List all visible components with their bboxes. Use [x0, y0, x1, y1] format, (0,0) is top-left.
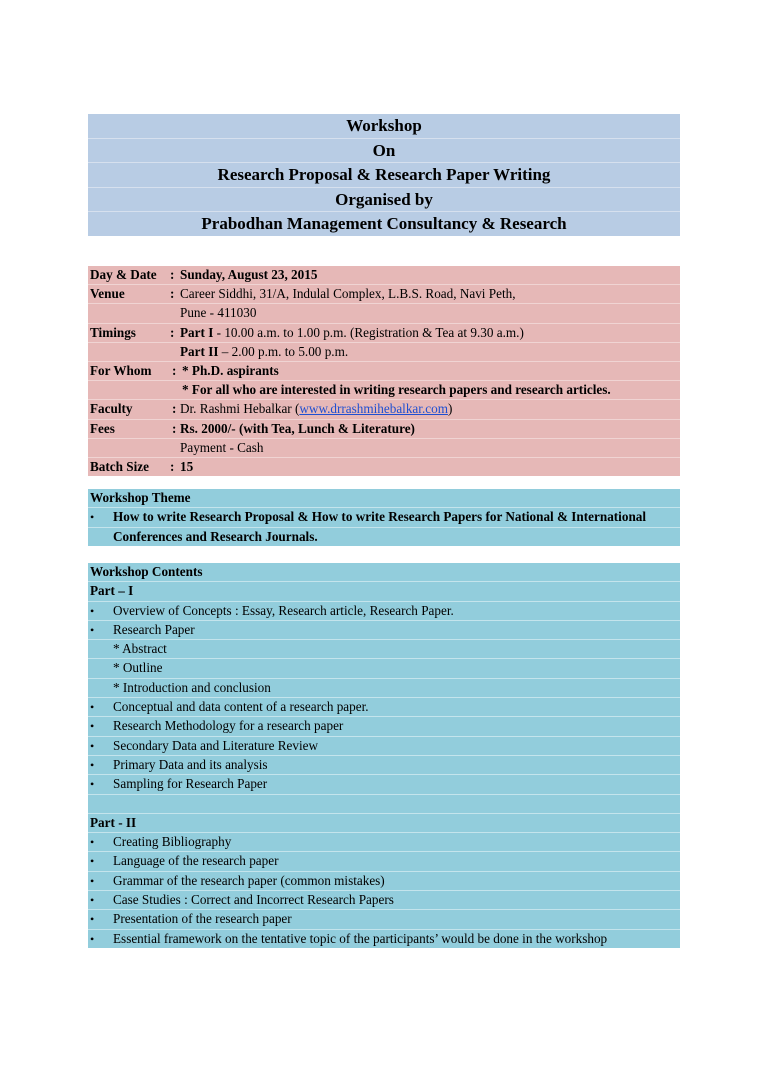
contents-block — [88, 563, 680, 948]
detail-row-venue-cont — [88, 304, 680, 323]
item-conceptual: Conceptual and data content of a research paper. — [113, 699, 369, 715]
colon: : — [172, 420, 177, 436]
item-research-paper: Research Paper — [113, 621, 195, 637]
title-line-workshop: Workshop — [88, 114, 680, 139]
detail-row-venue — [88, 285, 680, 304]
list-item — [88, 659, 680, 678]
list-item — [88, 910, 680, 929]
contents-heading-row — [88, 563, 680, 582]
bullet-icon: • — [90, 510, 95, 525]
title-line-organiser: Prabodhan Management Consultancy & Research — [88, 212, 680, 236]
part1-text: - 10.00 a.m. to 1.00 p.m. (Registration & Tea at 9.30 a.m.) — [213, 324, 524, 340]
contents-heading: Workshop Contents — [90, 564, 203, 579]
bullet-icon: • — [90, 738, 95, 753]
detail-row-payment — [88, 439, 680, 458]
spacer-row — [88, 795, 680, 814]
item-biblio: Creating Bibliography — [113, 834, 232, 850]
bullet-icon: • — [90, 835, 95, 850]
venue-label: Venue — [90, 286, 125, 302]
item-outline: * Outline — [113, 660, 163, 676]
list-item — [88, 775, 680, 794]
batch-value: 15 — [180, 458, 194, 474]
venue-line2: Pune - 411030 — [180, 305, 257, 321]
bullet-icon: • — [90, 603, 95, 618]
detail-row-timings — [88, 324, 680, 343]
bullet-icon: • — [90, 622, 95, 637]
bullet-icon: • — [90, 931, 95, 946]
list-item — [88, 891, 680, 910]
detail-row-faculty — [88, 400, 680, 419]
theme-bullet-row — [88, 508, 680, 527]
theme-bullet-row-cont — [88, 528, 680, 546]
title-line-organised-by: Organised by — [88, 188, 680, 213]
date-label: Day & Date — [90, 267, 157, 282]
list-item — [88, 872, 680, 891]
bullet-icon: • — [90, 912, 95, 927]
item-framework: Essential framework on the tentative topic of the participants’ would be done in the workshop — [113, 930, 608, 946]
part2-timing — [180, 343, 348, 361]
fees-label: Fees — [90, 420, 115, 436]
theme-block — [88, 489, 680, 546]
item-overview: Overview of Concepts : Essay, Research article, Research Paper. — [113, 602, 454, 618]
list-item — [88, 852, 680, 871]
list-item — [88, 679, 680, 698]
part2-label: Part II — [180, 343, 219, 359]
colon: : — [170, 267, 175, 282]
bullet-icon: • — [90, 700, 95, 715]
colon: : — [170, 458, 175, 474]
title-block — [88, 114, 680, 236]
list-item — [88, 717, 680, 736]
item-methodology: Research Methodology for a research paper — [113, 718, 344, 734]
item-language: Language of the research paper — [113, 853, 279, 869]
faculty-value — [180, 400, 452, 418]
title-line-on: On — [88, 139, 680, 164]
detail-row-batch — [88, 458, 680, 476]
venue-line1: Career Siddhi, 31/A, Indulal Complex, L.B.S. Road, Navi Peth, — [180, 286, 516, 302]
list-item — [88, 930, 680, 948]
colon: : — [170, 324, 175, 340]
list-item — [88, 698, 680, 717]
theme-line2: Conferences and Research Journals. — [113, 528, 318, 544]
faculty-name: Dr. Rashmi Hebalkar ( — [180, 401, 300, 417]
item-intro: * Introduction and conclusion — [113, 679, 271, 695]
detail-row-date — [88, 266, 680, 285]
part2-text: – 2.00 p.m. to 5.00 p.m. — [218, 343, 349, 359]
colon: : — [172, 401, 177, 417]
theme-line1: How to write Research Proposal & How to write Research Papers for National & International — [113, 509, 647, 525]
bullet-icon: • — [90, 719, 95, 734]
timings-label: Timings — [90, 324, 136, 340]
part2-heading-row — [88, 814, 680, 833]
item-grammar: Grammar of the research paper (common mistakes) — [113, 872, 385, 888]
theme-heading: Workshop Theme — [90, 490, 191, 505]
detail-row-whom-cont — [88, 381, 680, 400]
part1-label: Part I — [180, 324, 214, 340]
list-item — [88, 621, 680, 640]
faculty-label: Faculty — [90, 401, 133, 417]
date-value: Sunday, August 23, 2015 — [180, 267, 318, 282]
item-cases: Case Studies : Correct and Incorrect Research Papers — [113, 892, 394, 908]
bullet-icon: • — [90, 893, 95, 908]
item-abstract: * Abstract — [113, 641, 167, 657]
colon: : — [172, 362, 177, 378]
colon: : — [170, 286, 175, 302]
whom-label: For Whom — [90, 362, 152, 378]
item-presentation: Presentation of the research paper — [113, 911, 292, 927]
bullet-icon: • — [90, 873, 95, 888]
fees-value: Rs. 2000/- (with Tea, Lunch & Literature) — [180, 420, 415, 436]
list-item — [88, 756, 680, 775]
list-item — [88, 602, 680, 621]
list-item — [88, 833, 680, 852]
faculty-website-link[interactable]: www.drrashmihebalkar.com — [299, 401, 448, 417]
bullet-icon: • — [90, 777, 95, 792]
detail-row-whom — [88, 362, 680, 381]
detail-row-timings-cont — [88, 343, 680, 362]
part1-heading-row — [88, 582, 680, 601]
detail-row-fees — [88, 420, 680, 439]
list-item — [88, 640, 680, 659]
part1-heading: Part – I — [90, 583, 134, 599]
payment-text: Payment - Cash — [180, 439, 264, 455]
title-line-topic: Research Proposal & Research Paper Writing — [88, 163, 680, 188]
part1-timing — [180, 324, 524, 342]
item-sampling: Sampling for Research Paper — [113, 776, 268, 792]
list-item — [88, 737, 680, 756]
theme-heading-row — [88, 489, 680, 508]
faculty-close: ) — [447, 401, 453, 417]
part2-heading: Part - II — [90, 814, 137, 830]
details-block — [88, 266, 680, 476]
item-secondary: Secondary Data and Literature Review — [113, 737, 319, 753]
whom-line2: * For all who are interested in writing research papers and research articles. — [182, 382, 611, 398]
bullet-icon: • — [90, 757, 95, 772]
batch-label: Batch Size — [90, 458, 149, 474]
bullet-icon: • — [90, 854, 95, 869]
whom-line1: * Ph.D. aspirants — [182, 362, 279, 378]
item-primary: Primary Data and its analysis — [113, 756, 268, 772]
